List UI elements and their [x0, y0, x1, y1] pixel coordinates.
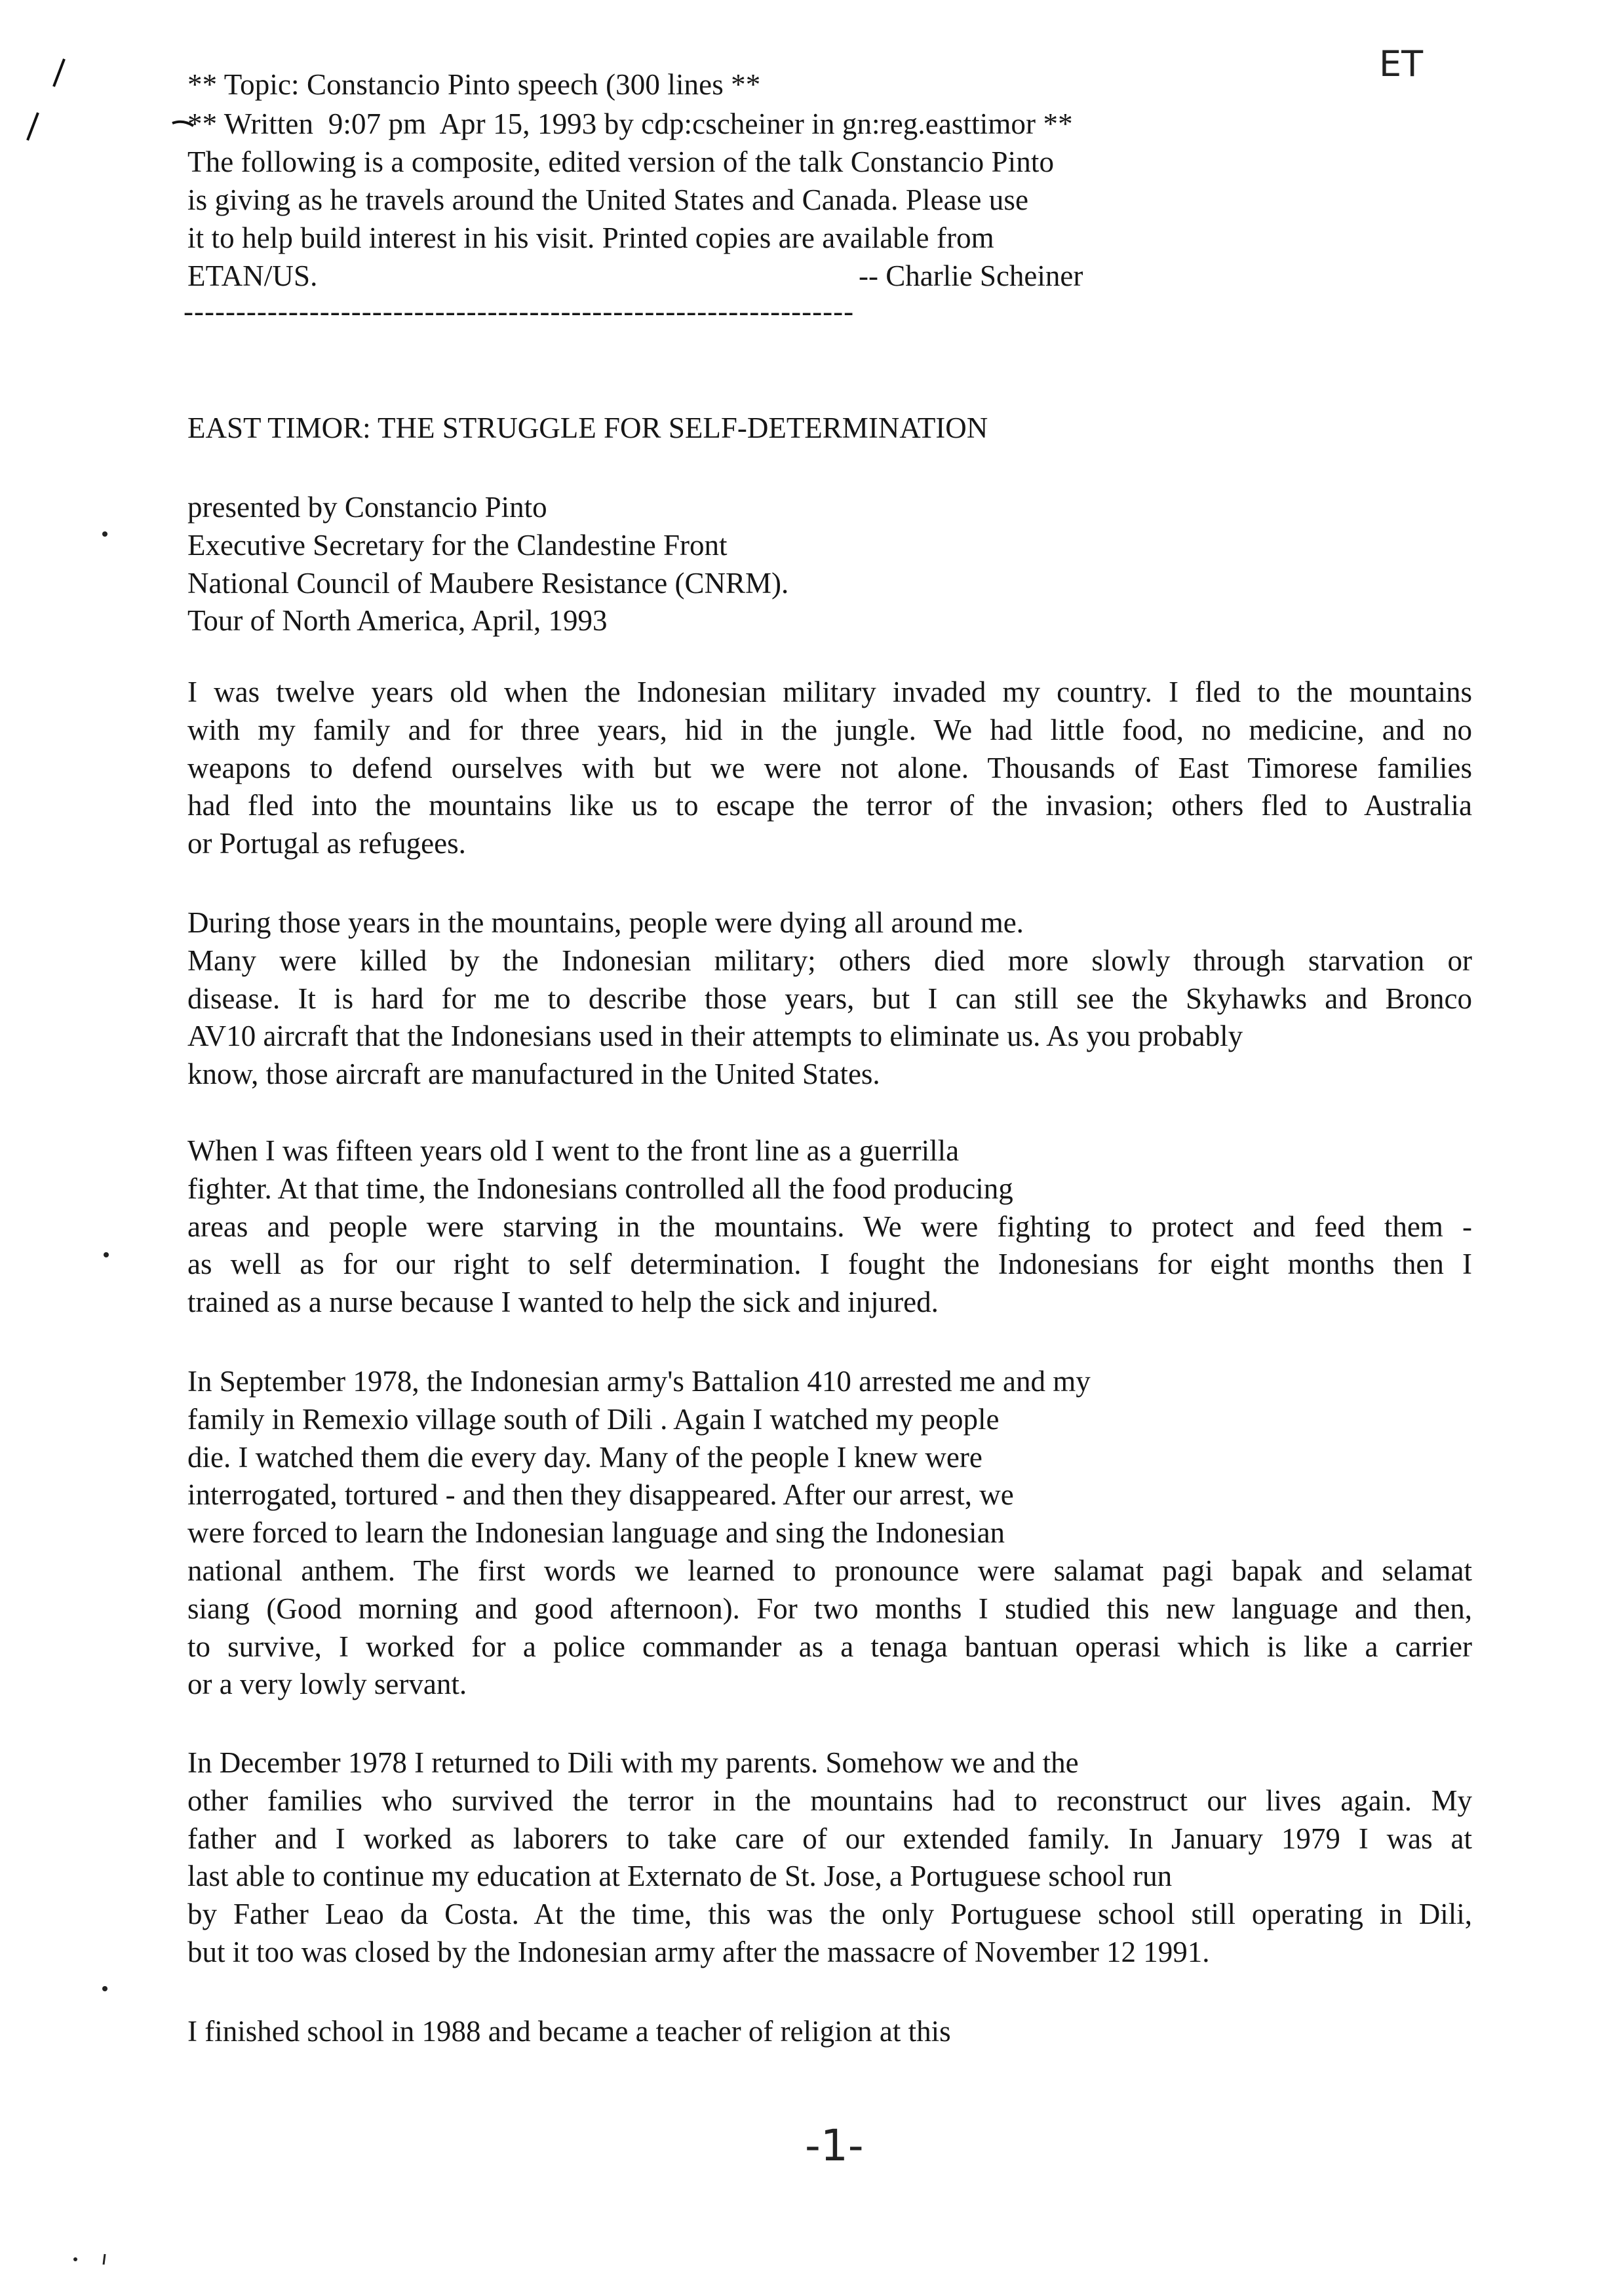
paragraph-line: by Father Leao da Costa. At the time, this was the only Portuguese school still operating in Dili, — [187, 1898, 1472, 1931]
paragraph-3 — [187, 1132, 1472, 1322]
intro-line: it to help build interest in his visit. Printed copies are available from — [187, 221, 994, 254]
paragraph-line: interrogated, tortured - and then they disappeared. After our arrest, we — [187, 1478, 1014, 1512]
margin-tick — [104, 2254, 105, 2265]
paragraph-line: AV10 aircraft that the Indonesians used in their attempts to eliminate us. As you probably — [187, 1020, 1243, 1053]
paragraph-line: to survive, I worked for a police commander as a tenaga bantuan operasi which is like a carrier — [187, 1630, 1472, 1663]
paragraph-1 — [187, 674, 1472, 863]
paragraph-4 — [187, 1363, 1472, 1704]
paragraph-line: areas and people were starving in the mountains. We were fighting to protect and feed them - — [187, 1210, 1472, 1243]
paragraph-line: Many were killed by the Indonesian military; others died more slowly through starvation or — [187, 944, 1472, 977]
byline-line: Executive Secretary for the Clandestine Front — [187, 528, 728, 562]
intro-line: is giving as he travels around the United States and Canada. Please use — [187, 183, 1029, 216]
paragraph-line: or a very lowly servant. — [187, 1668, 467, 1701]
margin-slash-1 — [54, 59, 64, 86]
corner-handwritten-note: ET — [1379, 43, 1424, 85]
paragraph-line: family in Remexio village south of Dili . Again I watched my people — [187, 1402, 1000, 1436]
byline-line: National Council of Maubere Resistance (CNRM). — [187, 566, 789, 600]
paragraph-line: other families who survived the terror in the mountains had to reconstruct our lives again. My — [187, 1784, 1472, 1817]
paragraph-line: know, those aircraft are manufactured in the United States. — [187, 1058, 880, 1091]
paragraph-line: During those years in the mountains, people were dying all around me. — [187, 906, 1024, 939]
paragraph-line: die. I watched them die every day. Many of the people I knew were — [187, 1440, 983, 1474]
margin-dot-3 — [102, 1986, 107, 1991]
paragraph-line: or Portugal as refugees. — [187, 827, 466, 860]
paragraph-line: fighter. At that time, the Indonesians controlled all the food producing — [187, 1172, 1013, 1205]
paragraph-line: but it too was closed by the Indonesian army after the massacre of November 12 1991. — [187, 1935, 1210, 1968]
byline — [187, 489, 1472, 640]
page-number: -1- — [805, 2120, 864, 2171]
paragraph-line: When I was fifteen years old I went to the front line as a guerrilla — [187, 1134, 960, 1167]
separator-line: ---------------------------------------------------------------- — [184, 295, 855, 328]
paragraph-6 — [187, 2013, 1472, 2051]
byline-line: Tour of North America, April, 1993 — [187, 604, 608, 638]
byline-line: presented by Constancio Pinto — [187, 491, 547, 524]
intro-line: The following is a composite, edited version of the talk Constancio Pinto — [187, 145, 1055, 178]
paragraph-line: were forced to learn the Indonesian language and sing the Indonesian — [187, 1516, 1005, 1550]
paragraph-line: last able to continue my education at Externato de St. Jose, a Portuguese school run — [187, 1860, 1173, 1893]
document-title: EAST TIMOR: THE STRUGGLE FOR SELF-DETERMINATION — [187, 411, 988, 444]
paragraph-line: In December 1978 I returned to Dili with my parents. Somehow we and the — [187, 1746, 1079, 1779]
paragraph-line: disease. It is hard for me to describe those years, but I can still see the Skyhawks and Bronco — [187, 982, 1472, 1015]
paragraph-line: with my family and for three years, hid in the jungle. We had little food, no medicine, and no — [187, 713, 1472, 746]
paragraph-line: In September 1978, the Indonesian army's Battalion 410 arrested me and my — [187, 1365, 1091, 1398]
topic-line: ** Topic: Constancio Pinto speech (300 lines ** — [187, 68, 761, 101]
paragraph-line: father and I worked as laborers to take care of our extended family. In January 1979 I was at — [187, 1822, 1472, 1855]
paragraph-line: I finished school in 1988 and became a teacher of religion at this — [187, 2015, 951, 2048]
margin-dot-4 — [73, 2257, 77, 2261]
paragraph-5 — [187, 1744, 1472, 1972]
intro-line: ETAN/US. — [187, 259, 318, 292]
paragraph-line: had fled into the mountains like us to escape the terror of the invasion; others fled to Australia — [187, 789, 1472, 822]
paragraph-2 — [187, 904, 1472, 1094]
paragraph-line: as well as for our right to self determination. I fought the Indonesians for eight months then I — [187, 1248, 1472, 1281]
paragraph-line: national anthem. The first words we learned to pronounce were salamat pagi bapak and selamat — [187, 1554, 1472, 1587]
paragraph-line: siang (Good morning and good afternoon). For two months I studied this new language and then, — [187, 1592, 1472, 1625]
paragraph-line: I was twelve years old when the Indonesian military invaded my country. I fled to the mountains — [187, 676, 1472, 708]
signature: -- Charlie Scheiner — [859, 259, 1083, 292]
written-line: ** Written 9:07 pm Apr 15, 1993 by cdp:cscheiner in gn:reg.easttimor ** — [187, 107, 1073, 140]
paragraph-line: weapons to defend ourselves with but we were not alone. Thousands of East Timorese families — [187, 751, 1472, 784]
margin-slash-2 — [28, 113, 38, 140]
margin-dot-1 — [102, 531, 107, 537]
paragraph-line: trained as a nurse because I wanted to help the sick and injured. — [187, 1286, 939, 1319]
margin-dot-2 — [104, 1252, 109, 1257]
